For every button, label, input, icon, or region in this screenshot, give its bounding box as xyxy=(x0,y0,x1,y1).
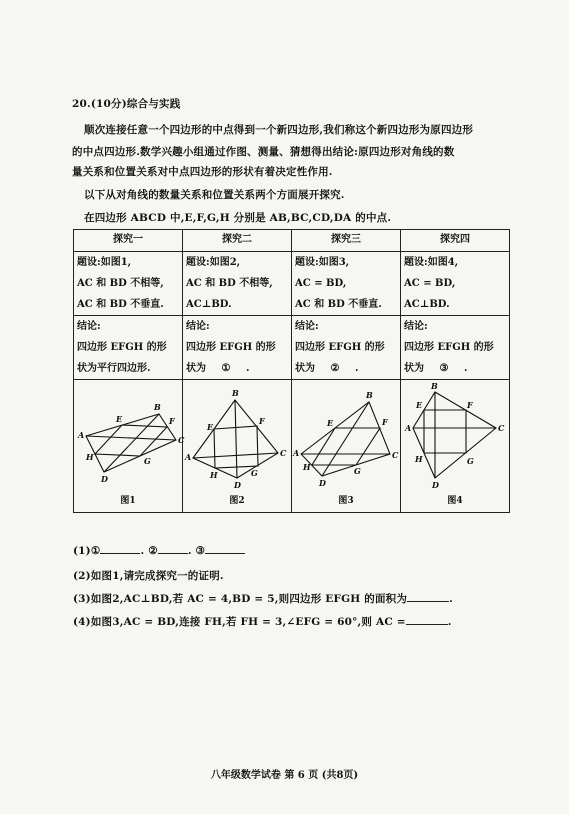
figure-caption: 图1 xyxy=(120,496,136,506)
premise-text: AC⊥BD. xyxy=(186,299,232,310)
label-b: B xyxy=(154,402,161,412)
intro-line-4: 以下从对角线的数量关系和位置关系两个方面展开探究. xyxy=(84,189,345,201)
label-h: H xyxy=(86,452,94,462)
label-f: F xyxy=(259,416,265,426)
answer-blank-2[interactable]: ② xyxy=(315,358,355,380)
label-g: G xyxy=(467,456,474,466)
conclusion-text: 四边形 EFGH 的形 xyxy=(186,342,276,353)
conclusion-text: 状为 xyxy=(404,363,424,374)
figure-cell-2 xyxy=(183,380,292,513)
label-d: D xyxy=(432,480,439,490)
quad-abcd xyxy=(413,392,496,478)
premise-text: 题设:如图3, xyxy=(295,257,350,268)
q4-answer-blank[interactable] xyxy=(406,624,448,625)
premise-text: 题设:如图1, xyxy=(77,257,132,268)
answer-blank-1[interactable]: ① xyxy=(206,358,246,380)
label-a: A xyxy=(405,423,412,433)
figure-cell-3 xyxy=(292,380,401,513)
figure-caption: 图3 xyxy=(338,496,354,506)
figure-cell-4 xyxy=(401,380,510,513)
label-g: G xyxy=(144,456,151,466)
conclusion-cell-3 xyxy=(292,316,401,380)
premise-text: AC 和 BD 不垂直. xyxy=(295,299,382,310)
label-e: E xyxy=(327,418,334,428)
label-d: D xyxy=(101,474,108,484)
conclusion-end: . xyxy=(355,363,359,374)
header-explore-4: 探究四 xyxy=(401,230,510,252)
conclusion-text: 四边形 EFGH 的形 xyxy=(77,342,167,353)
label-b: B xyxy=(232,388,239,398)
premise-cell-2 xyxy=(183,252,292,316)
conclusion-text: 四边形 EFGH 的形 xyxy=(295,342,385,353)
label-b: B xyxy=(431,381,438,391)
conclusion-text: 四边形 EFGH 的形 xyxy=(404,342,494,353)
label-h: H xyxy=(415,454,423,464)
premise-row xyxy=(74,252,510,316)
label-d: D xyxy=(234,480,241,490)
label-c: C xyxy=(178,435,185,445)
diagonal-bd xyxy=(235,400,237,478)
q1-mark-1: ① xyxy=(90,545,101,557)
header-explore-3: 探究三 xyxy=(292,230,401,252)
figure-caption: 图4 xyxy=(447,496,463,506)
q1-mark-3: ③ xyxy=(195,545,206,557)
label-f: F xyxy=(467,400,473,410)
conclusion-row xyxy=(74,316,510,380)
q3-text: (3)如图2,AC⊥BD,若 AC = 4,BD = 5,则四边形 EFGH 的面积为 xyxy=(73,593,408,605)
subquestion-3 xyxy=(73,591,453,606)
premise-text: AC = BD, xyxy=(295,278,347,289)
intro-line-5: 在四边形 ABCD 中,E,F,G,H 分别是 AB,BC,CD,DA 的中点. xyxy=(84,212,392,224)
figure-row xyxy=(74,380,510,513)
subquestion-2: (2)如图1,请完成探究一的证明. xyxy=(73,570,224,582)
label-e: E xyxy=(416,400,423,410)
quad-efgh xyxy=(424,410,466,453)
table-header-row xyxy=(74,230,510,252)
q4-end: . xyxy=(447,616,452,628)
figure-cell-1 xyxy=(74,380,183,513)
q3-end: . xyxy=(449,593,453,605)
label-a: A xyxy=(78,430,85,440)
conclusion-end: . xyxy=(246,363,250,374)
label-f: F xyxy=(169,416,175,426)
conclusion-text: 结论: xyxy=(295,321,319,332)
premise-text: AC 和 BD 不垂直. xyxy=(77,299,164,310)
diagonal-ac xyxy=(193,453,278,458)
conclusion-end: . xyxy=(464,363,468,374)
figure-caption: 图2 xyxy=(229,496,245,506)
label-c: C xyxy=(280,448,287,458)
premise-cell-3 xyxy=(292,252,401,316)
header-explore-2: 探究二 xyxy=(183,230,292,252)
premise-text: AC 和 BD 不相等, xyxy=(77,278,164,289)
premise-text: AC = BD, xyxy=(404,278,456,289)
quad-efgh xyxy=(312,428,380,465)
page-footer: 八年级数学试卷 第 6 页 (共8页) xyxy=(210,770,359,781)
q4-text: (4)如图3,AC = BD,连接 FH,若 FH = 3,∠EFG = 60°,则 AC = xyxy=(73,616,406,628)
label-f: F xyxy=(382,417,388,427)
q1-sep: . xyxy=(187,545,192,557)
label-e: E xyxy=(207,422,214,432)
conclusion-text: 结论: xyxy=(77,321,101,332)
conclusion-text: 状为平行四边形. xyxy=(77,363,151,374)
premise-cell-4 xyxy=(401,252,510,316)
answer-blank-3[interactable]: ③ xyxy=(424,358,464,380)
label-b: B xyxy=(366,390,373,400)
conclusion-text: 状为 xyxy=(186,363,206,374)
label-c: C xyxy=(498,423,505,433)
conclusion-cell-1 xyxy=(74,316,183,380)
conclusion-text: 状为 xyxy=(295,363,315,374)
conclusion-text: 结论: xyxy=(186,321,210,332)
q1-blank-3[interactable] xyxy=(205,553,245,554)
question-title: 20.(10分)综合与实践 xyxy=(72,98,181,110)
intro-line-2: 的中点四边形.数学兴趣小组通过作图、测量、猜想得出结论:原四边形对角线的数 xyxy=(72,146,455,158)
q1-prefix: (1) xyxy=(73,545,91,557)
premise-text: AC⊥BD. xyxy=(404,299,450,310)
label-a: A xyxy=(185,452,192,462)
label-h: H xyxy=(210,470,218,480)
conclusion-cell-2 xyxy=(183,316,292,380)
subquestion-1 xyxy=(73,545,245,557)
label-g: G xyxy=(354,466,361,476)
conclusion-cell-4 xyxy=(401,316,510,380)
conclusion-text: 结论: xyxy=(404,321,428,332)
label-d: D xyxy=(319,478,326,488)
premise-text: AC 和 BD 不相等, xyxy=(186,278,273,289)
q1-sep: . xyxy=(140,545,145,557)
diagonal-ac xyxy=(86,436,176,440)
header-explore-1: 探究一 xyxy=(74,230,183,252)
label-a: A xyxy=(293,448,300,458)
q3-answer-blank[interactable] xyxy=(407,601,449,602)
label-c: C xyxy=(392,450,399,460)
subquestion-4 xyxy=(73,614,452,629)
premise-cell-1 xyxy=(74,252,183,316)
exploration-table xyxy=(73,229,510,513)
intro-line-1: 顺次连接任意一个四边形的中点得到一个新四边形,我们称这个新四边形为原四边形 xyxy=(84,124,474,136)
premise-text: 题设:如图2, xyxy=(186,257,241,268)
premise-text: 题设:如图4, xyxy=(404,257,459,268)
label-g: G xyxy=(251,468,258,478)
q1-mark-2: ② xyxy=(148,545,158,557)
label-e: E xyxy=(116,414,123,424)
label-h: H xyxy=(303,462,311,472)
intro-line-3: 量关系和位置关系对中点四边形的形状有着决定性作用. xyxy=(72,166,333,178)
q1-blank-2[interactable] xyxy=(158,553,188,554)
q1-blank-1[interactable] xyxy=(100,553,140,554)
